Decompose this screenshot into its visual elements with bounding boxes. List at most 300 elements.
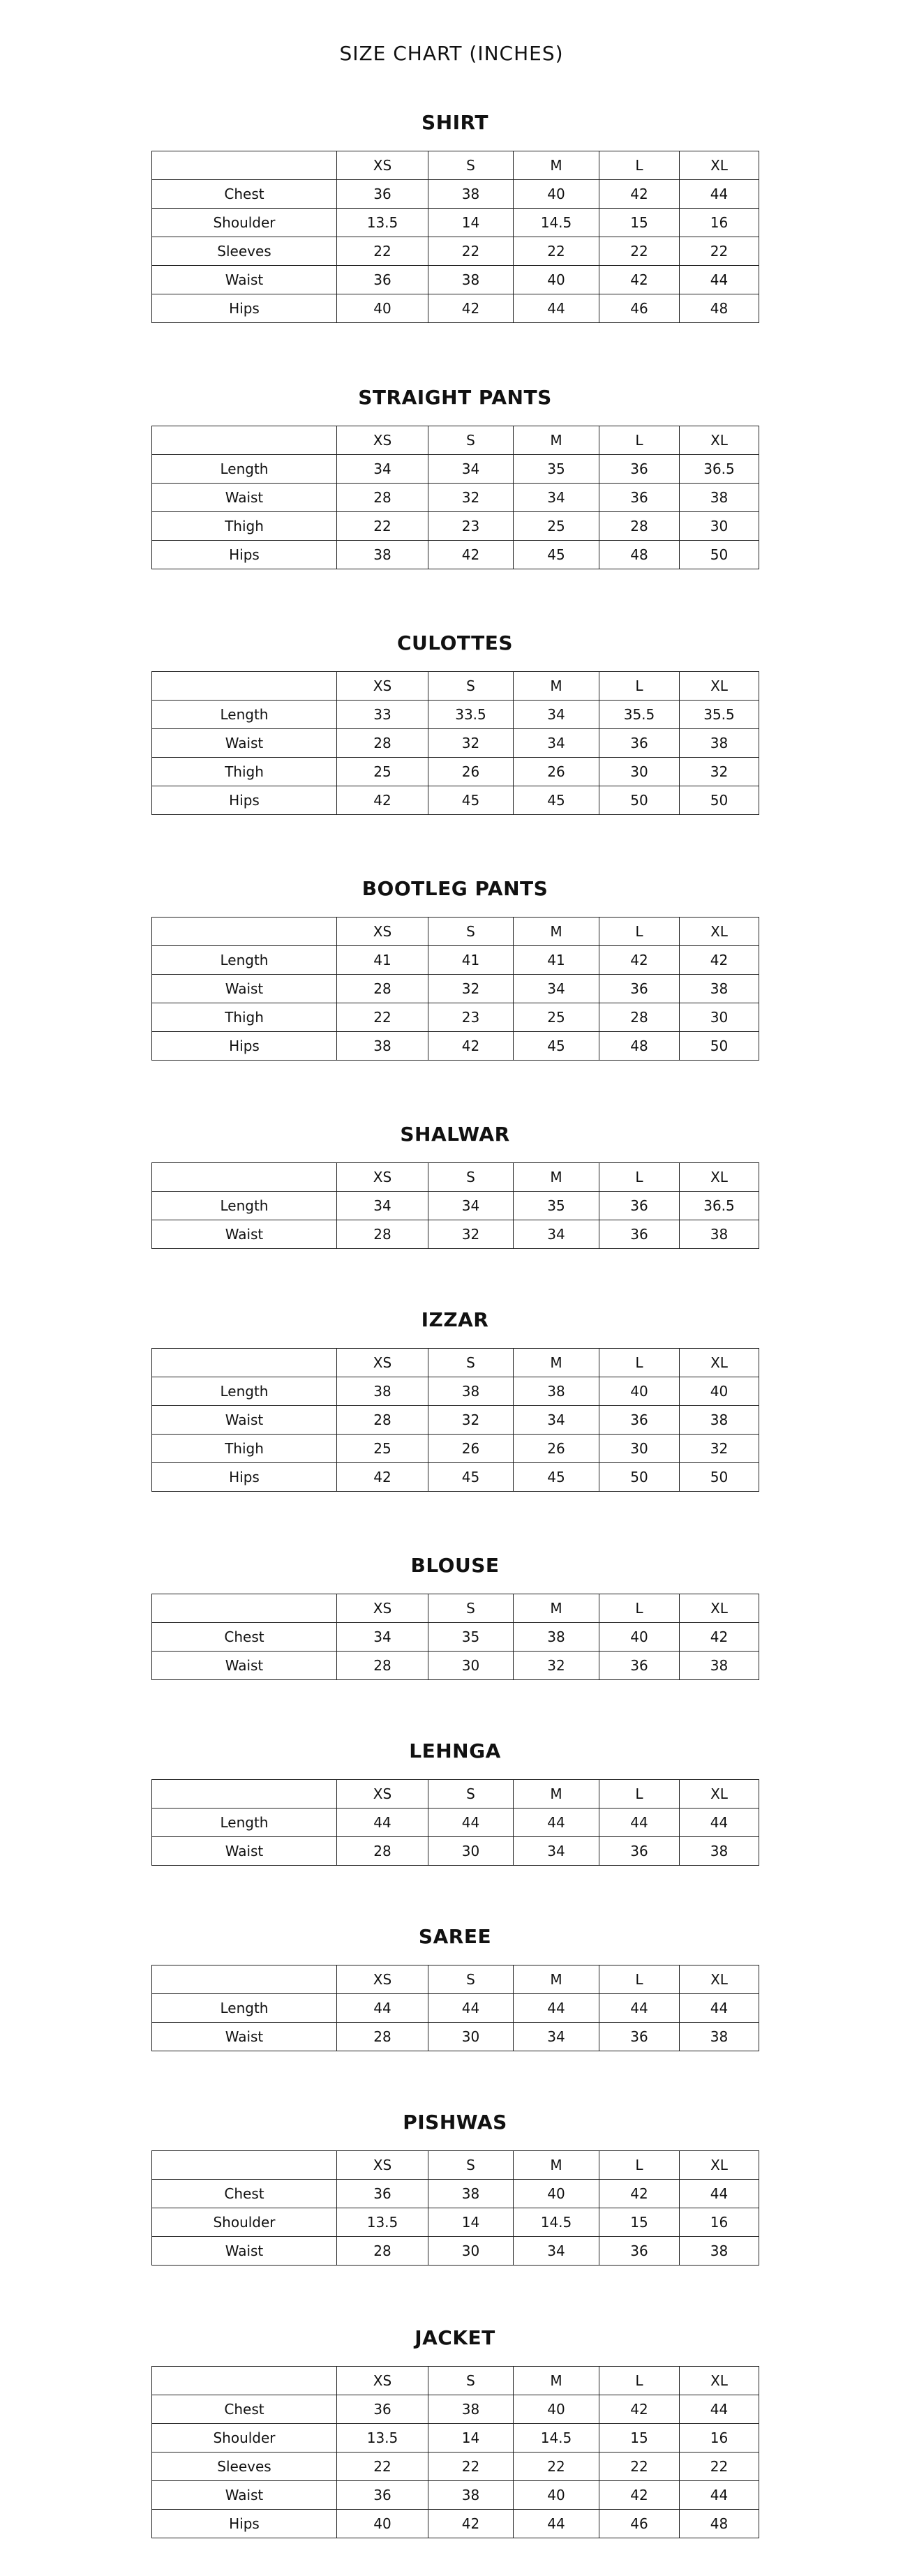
size-table xyxy=(151,1594,759,1680)
measurement-value: 38 xyxy=(337,1032,428,1061)
measurement-value: 22 xyxy=(514,237,599,266)
measurement-value: 14 xyxy=(428,209,514,237)
measurement-value: 15 xyxy=(599,209,680,237)
table-row xyxy=(152,1192,759,1220)
measurement-value: 38 xyxy=(514,1377,599,1406)
table-row xyxy=(152,1623,759,1652)
measurement-value: 22 xyxy=(680,237,759,266)
measurement-value: 36 xyxy=(599,1652,680,1680)
table-row xyxy=(152,2395,759,2424)
measurement-value: 46 xyxy=(599,2510,680,2538)
measurement-value: 14.5 xyxy=(514,209,599,237)
size-header-cell: L xyxy=(599,1594,680,1623)
measurement-value: 36 xyxy=(599,1220,680,1249)
measurement-value: 40 xyxy=(514,266,599,294)
size-header-cell: M xyxy=(514,2367,599,2395)
measurement-value: 35 xyxy=(428,1623,514,1652)
measurement-value: 46 xyxy=(599,294,680,323)
size-header-cell: M xyxy=(514,2151,599,2180)
measurement-label: Length xyxy=(152,1192,337,1220)
measurement-value: 36 xyxy=(337,2395,428,2424)
table-row xyxy=(152,1837,759,1866)
size-header-cell: L xyxy=(599,1349,680,1377)
measurement-value: 44 xyxy=(680,2481,759,2510)
measurement-value: 34 xyxy=(337,1192,428,1220)
size-chart-lehnga xyxy=(151,1739,759,1866)
measurement-value: 36 xyxy=(599,455,680,484)
measurement-value: 26 xyxy=(514,1435,599,1463)
chart-title: BOOTLEG PANTS xyxy=(361,877,548,900)
header-corner-cell xyxy=(152,2367,337,2395)
measurement-value: 42 xyxy=(428,2510,514,2538)
header-row xyxy=(152,1163,759,1192)
measurement-value: 22 xyxy=(428,2453,514,2481)
table-row xyxy=(152,2208,759,2237)
measurement-value: 44 xyxy=(514,2510,599,2538)
measurement-value: 36 xyxy=(599,975,680,1003)
measurement-label: Shoulder xyxy=(152,2208,337,2237)
size-chart-culottes xyxy=(151,631,759,815)
size-header-cell: XS xyxy=(337,1965,428,1994)
size-header-cell: L xyxy=(599,1780,680,1809)
measurement-value: 42 xyxy=(337,786,428,815)
measurement-value: 42 xyxy=(599,180,680,209)
measurement-label: Hips xyxy=(152,541,337,569)
size-header-cell: L xyxy=(599,1965,680,1994)
measurement-value: 42 xyxy=(680,946,759,975)
measurement-value: 34 xyxy=(514,701,599,729)
size-header-cell: L xyxy=(599,151,680,180)
header-row xyxy=(152,1349,759,1377)
measurement-value: 40 xyxy=(337,2510,428,2538)
size-header-cell: XL xyxy=(680,1965,759,1994)
size-header-cell: XL xyxy=(680,1163,759,1192)
size-chart-shalwar xyxy=(151,1122,759,1249)
measurement-value: 35.5 xyxy=(599,701,680,729)
measurement-label: Chest xyxy=(152,2395,337,2424)
chart-title: SAREE xyxy=(418,1925,492,1948)
size-header-cell: XS xyxy=(337,1780,428,1809)
measurement-value: 44 xyxy=(680,1994,759,2023)
table-row xyxy=(152,294,759,323)
size-header-cell: S xyxy=(428,2367,514,2395)
header-row xyxy=(152,151,759,180)
measurement-value: 38 xyxy=(680,1652,759,1680)
measurement-value: 34 xyxy=(514,1406,599,1435)
measurement-label: Waist xyxy=(152,2023,337,2051)
measurement-label: Waist xyxy=(152,975,337,1003)
measurement-value: 30 xyxy=(680,1003,759,1032)
table-row xyxy=(152,701,759,729)
size-header-cell: XL xyxy=(680,151,759,180)
measurement-value: 22 xyxy=(337,1003,428,1032)
size-header-cell: XS xyxy=(337,426,428,455)
header-row xyxy=(152,672,759,701)
measurement-label: Length xyxy=(152,1377,337,1406)
table-row xyxy=(152,2424,759,2453)
measurement-value: 35 xyxy=(514,1192,599,1220)
measurement-value: 44 xyxy=(514,1809,599,1837)
measurement-value: 36 xyxy=(337,266,428,294)
measurement-value: 34 xyxy=(514,1220,599,1249)
measurement-value: 34 xyxy=(428,1192,514,1220)
chart-title: JACKET xyxy=(415,2326,495,2349)
table-row xyxy=(152,2510,759,2538)
measurement-value: 48 xyxy=(680,294,759,323)
measurement-value: 38 xyxy=(428,2180,514,2208)
header-corner-cell xyxy=(152,2151,337,2180)
measurement-value: 35.5 xyxy=(680,701,759,729)
size-header-cell: S xyxy=(428,1349,514,1377)
header-row xyxy=(152,2151,759,2180)
header-row xyxy=(152,918,759,946)
measurement-value: 13.5 xyxy=(337,2208,428,2237)
header-row xyxy=(152,426,759,455)
size-header-cell: M xyxy=(514,151,599,180)
size-header-cell: S xyxy=(428,1780,514,1809)
header-corner-cell xyxy=(152,1780,337,1809)
measurement-label: Thigh xyxy=(152,758,337,786)
measurement-value: 50 xyxy=(599,786,680,815)
measurement-value: 41 xyxy=(337,946,428,975)
measurement-value: 44 xyxy=(680,266,759,294)
measurement-value: 36.5 xyxy=(680,455,759,484)
measurement-value: 38 xyxy=(428,2481,514,2510)
size-header-cell: XS xyxy=(337,672,428,701)
size-table xyxy=(151,426,759,569)
table-row xyxy=(152,1652,759,1680)
measurement-value: 32 xyxy=(514,1652,599,1680)
size-table xyxy=(151,2366,759,2538)
header-corner-cell xyxy=(152,918,337,946)
measurement-value: 28 xyxy=(337,729,428,758)
measurement-value: 36 xyxy=(599,1406,680,1435)
table-row xyxy=(152,2237,759,2266)
measurement-value: 25 xyxy=(337,1435,428,1463)
measurement-label: Waist xyxy=(152,266,337,294)
size-header-cell: XS xyxy=(337,1349,428,1377)
measurement-value: 44 xyxy=(337,1994,428,2023)
measurement-label: Hips xyxy=(152,2510,337,2538)
measurement-value: 25 xyxy=(514,512,599,541)
size-header-cell: S xyxy=(428,1163,514,1192)
measurement-value: 38 xyxy=(680,1406,759,1435)
measurement-label: Waist xyxy=(152,1220,337,1249)
measurement-value: 22 xyxy=(599,2453,680,2481)
measurement-value: 36 xyxy=(337,2481,428,2510)
size-chart-izzar xyxy=(151,1308,759,1492)
size-header-cell: M xyxy=(514,1349,599,1377)
measurement-value: 36 xyxy=(599,1192,680,1220)
size-header-cell: S xyxy=(428,426,514,455)
measurement-value: 38 xyxy=(337,541,428,569)
measurement-value: 38 xyxy=(680,1220,759,1249)
measurement-label: Waist xyxy=(152,1837,337,1866)
table-row xyxy=(152,180,759,209)
size-table xyxy=(151,671,759,815)
measurement-label: Chest xyxy=(152,1623,337,1652)
measurement-value: 25 xyxy=(514,1003,599,1032)
measurement-value: 22 xyxy=(428,237,514,266)
measurement-value: 30 xyxy=(428,1837,514,1866)
measurement-value: 44 xyxy=(599,1994,680,2023)
chart-title: STRAIGHT PANTS xyxy=(358,386,552,409)
size-header-cell: XS xyxy=(337,2151,428,2180)
header-row xyxy=(152,2367,759,2395)
measurement-value: 36.5 xyxy=(680,1192,759,1220)
table-row xyxy=(152,1003,759,1032)
table-row xyxy=(152,266,759,294)
size-header-cell: M xyxy=(514,918,599,946)
size-chart-blouse xyxy=(151,1553,759,1680)
measurement-label: Length xyxy=(152,946,337,975)
measurement-value: 45 xyxy=(514,1032,599,1061)
chart-title: SHIRT xyxy=(421,111,488,134)
header-corner-cell xyxy=(152,1594,337,1623)
measurement-label: Chest xyxy=(152,2180,337,2208)
measurement-label: Length xyxy=(152,455,337,484)
measurement-label: Length xyxy=(152,1994,337,2023)
measurement-value: 26 xyxy=(514,758,599,786)
measurement-label: Hips xyxy=(152,1463,337,1492)
measurement-value: 30 xyxy=(599,758,680,786)
measurement-value: 38 xyxy=(680,2237,759,2266)
measurement-value: 36 xyxy=(599,2237,680,2266)
measurement-value: 23 xyxy=(428,512,514,541)
size-header-cell: XS xyxy=(337,918,428,946)
measurement-value: 34 xyxy=(428,455,514,484)
size-header-cell: L xyxy=(599,918,680,946)
measurement-value: 30 xyxy=(680,512,759,541)
measurement-label: Length xyxy=(152,701,337,729)
measurement-value: 13.5 xyxy=(337,209,428,237)
measurement-value: 44 xyxy=(680,1809,759,1837)
measurement-value: 22 xyxy=(680,2453,759,2481)
measurement-value: 45 xyxy=(428,1463,514,1492)
measurement-label: Shoulder xyxy=(152,2424,337,2453)
measurement-value: 38 xyxy=(680,2023,759,2051)
measurement-value: 16 xyxy=(680,2208,759,2237)
chart-title: LEHNGA xyxy=(409,1739,501,1762)
size-header-cell: M xyxy=(514,426,599,455)
table-row xyxy=(152,975,759,1003)
header-corner-cell xyxy=(152,151,337,180)
chart-title: PISHWAS xyxy=(403,2111,507,2134)
measurement-value: 33 xyxy=(337,701,428,729)
measurement-value: 28 xyxy=(337,1652,428,1680)
size-header-cell: L xyxy=(599,1163,680,1192)
measurement-value: 44 xyxy=(514,294,599,323)
measurement-value: 16 xyxy=(680,209,759,237)
measurement-label: Waist xyxy=(152,729,337,758)
size-header-cell: XS xyxy=(337,151,428,180)
measurement-value: 40 xyxy=(514,2481,599,2510)
measurement-value: 50 xyxy=(680,1463,759,1492)
table-row xyxy=(152,2023,759,2051)
measurement-value: 13.5 xyxy=(337,2424,428,2453)
table-row xyxy=(152,455,759,484)
measurement-value: 14 xyxy=(428,2208,514,2237)
measurement-value: 14.5 xyxy=(514,2208,599,2237)
measurement-value: 50 xyxy=(680,541,759,569)
size-header-cell: XL xyxy=(680,1780,759,1809)
measurement-value: 33.5 xyxy=(428,701,514,729)
measurement-value: 34 xyxy=(514,484,599,512)
measurement-value: 45 xyxy=(428,786,514,815)
measurement-label: Waist xyxy=(152,484,337,512)
measurement-value: 32 xyxy=(428,975,514,1003)
measurement-value: 22 xyxy=(599,237,680,266)
measurement-value: 38 xyxy=(428,266,514,294)
size-header-cell: XL xyxy=(680,2367,759,2395)
chart-title: SHALWAR xyxy=(400,1123,510,1146)
chart-title: IZZAR xyxy=(421,1308,489,1331)
measurement-value: 41 xyxy=(514,946,599,975)
measurement-value: 14.5 xyxy=(514,2424,599,2453)
measurement-value: 28 xyxy=(337,975,428,1003)
table-row xyxy=(152,484,759,512)
table-row xyxy=(152,541,759,569)
measurement-value: 38 xyxy=(680,1837,759,1866)
measurement-label: Waist xyxy=(152,1652,337,1680)
size-chart-shirt xyxy=(151,110,759,323)
measurement-label: Waist xyxy=(152,1406,337,1435)
measurement-value: 42 xyxy=(599,2180,680,2208)
measurement-value: 32 xyxy=(428,1406,514,1435)
measurement-value: 34 xyxy=(514,2237,599,2266)
measurement-label: Thigh xyxy=(152,1435,337,1463)
measurement-value: 32 xyxy=(680,1435,759,1463)
size-header-cell: XS xyxy=(337,1163,428,1192)
measurement-value: 48 xyxy=(599,541,680,569)
size-header-cell: XL xyxy=(680,918,759,946)
measurement-label: Length xyxy=(152,1809,337,1837)
measurement-value: 42 xyxy=(428,1032,514,1061)
measurement-value: 22 xyxy=(514,2453,599,2481)
measurement-value: 16 xyxy=(680,2424,759,2453)
measurement-value: 38 xyxy=(337,1377,428,1406)
measurement-value: 42 xyxy=(599,266,680,294)
measurement-value: 28 xyxy=(337,1220,428,1249)
measurement-value: 38 xyxy=(514,1623,599,1652)
measurement-value: 32 xyxy=(428,484,514,512)
size-table xyxy=(151,917,759,1061)
measurement-value: 22 xyxy=(337,237,428,266)
table-row xyxy=(152,946,759,975)
table-row xyxy=(152,2180,759,2208)
size-chart-bootleg-pants xyxy=(151,876,759,1061)
measurement-value: 40 xyxy=(599,1623,680,1652)
measurement-value: 30 xyxy=(428,2023,514,2051)
measurement-label: Thigh xyxy=(152,512,337,541)
size-header-cell: S xyxy=(428,2151,514,2180)
measurement-value: 34 xyxy=(337,455,428,484)
size-header-cell: XL xyxy=(680,672,759,701)
measurement-value: 38 xyxy=(428,180,514,209)
measurement-value: 36 xyxy=(599,2023,680,2051)
measurement-value: 32 xyxy=(428,729,514,758)
size-header-cell: XL xyxy=(680,1594,759,1623)
table-row xyxy=(152,729,759,758)
measurement-value: 28 xyxy=(337,1406,428,1435)
measurement-value: 45 xyxy=(514,1463,599,1492)
table-row xyxy=(152,237,759,266)
size-header-cell: XS xyxy=(337,2367,428,2395)
size-chart-jacket xyxy=(151,2326,759,2538)
measurement-label: Sleeves xyxy=(152,2453,337,2481)
measurement-value: 35 xyxy=(514,455,599,484)
measurement-value: 32 xyxy=(428,1220,514,1249)
size-table xyxy=(151,151,759,323)
measurement-value: 25 xyxy=(337,758,428,786)
measurement-value: 34 xyxy=(514,729,599,758)
measurement-value: 40 xyxy=(680,1377,759,1406)
measurement-value: 23 xyxy=(428,1003,514,1032)
table-row xyxy=(152,2453,759,2481)
size-chart-saree xyxy=(151,1924,759,2051)
measurement-value: 34 xyxy=(514,2023,599,2051)
measurement-value: 44 xyxy=(514,1994,599,2023)
measurement-label: Sleeves xyxy=(152,237,337,266)
chart-title: BLOUSE xyxy=(410,1554,500,1577)
measurement-value: 30 xyxy=(599,1435,680,1463)
size-header-cell: M xyxy=(514,672,599,701)
measurement-value: 44 xyxy=(337,1809,428,1837)
measurement-value: 42 xyxy=(599,946,680,975)
header-corner-cell xyxy=(152,1349,337,1377)
header-corner-cell xyxy=(152,672,337,701)
size-header-cell: L xyxy=(599,2367,680,2395)
table-row xyxy=(152,1435,759,1463)
size-header-cell: XL xyxy=(680,2151,759,2180)
measurement-value: 28 xyxy=(337,2023,428,2051)
measurement-value: 44 xyxy=(428,1994,514,2023)
table-row xyxy=(152,1406,759,1435)
measurement-value: 45 xyxy=(514,541,599,569)
size-header-cell: S xyxy=(428,672,514,701)
size-table xyxy=(151,1162,759,1249)
measurement-value: 38 xyxy=(680,484,759,512)
size-table xyxy=(151,1779,759,1866)
measurement-value: 36 xyxy=(337,180,428,209)
measurement-value: 50 xyxy=(599,1463,680,1492)
table-row xyxy=(152,1809,759,1837)
table-row xyxy=(152,1220,759,1249)
measurement-value: 45 xyxy=(514,786,599,815)
measurement-label: Hips xyxy=(152,786,337,815)
measurement-label: Shoulder xyxy=(152,209,337,237)
table-row xyxy=(152,1032,759,1061)
measurement-value: 40 xyxy=(337,294,428,323)
measurement-label: Hips xyxy=(152,1032,337,1061)
size-table xyxy=(151,1348,759,1492)
table-row xyxy=(152,758,759,786)
measurement-value: 38 xyxy=(428,2395,514,2424)
measurement-value: 48 xyxy=(599,1032,680,1061)
table-row xyxy=(152,512,759,541)
measurement-value: 28 xyxy=(599,1003,680,1032)
table-row xyxy=(152,1377,759,1406)
measurement-value: 34 xyxy=(514,1837,599,1866)
measurement-value: 38 xyxy=(428,1377,514,1406)
table-row xyxy=(152,1463,759,1492)
measurement-value: 48 xyxy=(680,2510,759,2538)
measurement-value: 36 xyxy=(599,484,680,512)
measurement-value: 28 xyxy=(337,1837,428,1866)
size-header-cell: S xyxy=(428,1965,514,1994)
measurement-value: 50 xyxy=(680,786,759,815)
table-row xyxy=(152,1994,759,2023)
